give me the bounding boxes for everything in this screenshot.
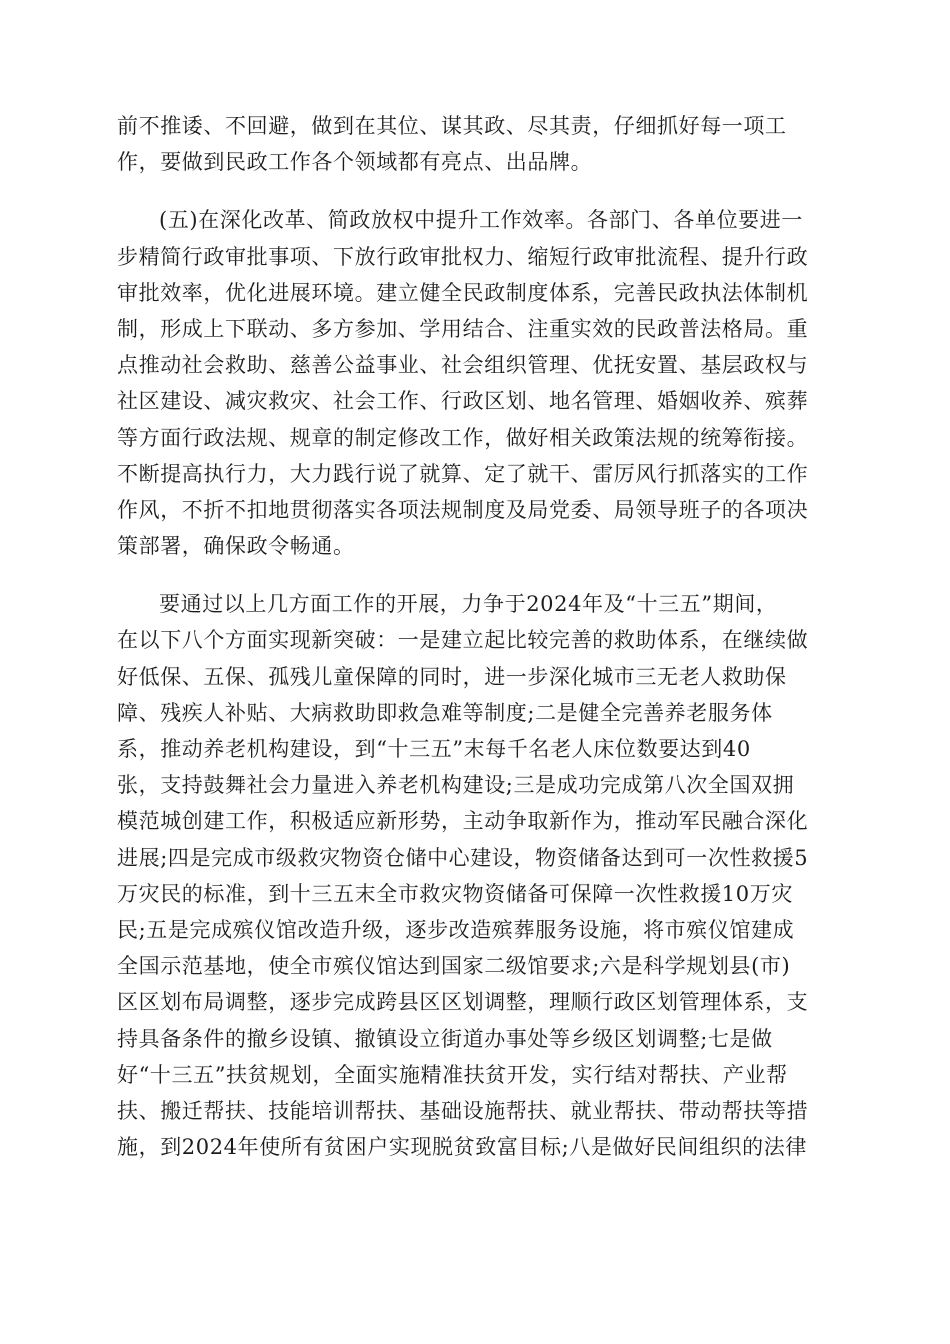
text-line: 张，支持鼓舞社会力量进入养老机构建设;三是成功完成第八次全国双拥 — [117, 773, 795, 798]
paragraph-1 — [117, 108, 837, 180]
text-line: 前不推诿、不回避，做到在其位、谋其政、尽其责，仔细抓好每一项工 — [117, 114, 787, 138]
text-line: (五)在深化改革、简政放权中提升工作效率。各部门、各单位要进一 — [159, 208, 803, 233]
text-line: 民;五是完成殡仪馆改造升级，逐步改造殡葬服务设施，将市殡仪馆建成 — [117, 917, 795, 942]
text-line: 区区划布局调整，逐步完成跨县区区划调整，理顺行政区划管理体系，支 — [117, 990, 809, 1015]
text-line: 持具备条件的撤乡设镇、撤镇设立街道办事处等乡级区划调整;七是做 — [117, 1026, 773, 1051]
text-line: 好“十三五”扶贫规划，全面实施精准扶贫开发，实行结对帮扶、产业帮 — [117, 1062, 788, 1087]
text-line: 进展;四是完成市级救灾物资仓储中心建设，物资储备达到可一次性救援5 — [117, 845, 809, 870]
text-line: 扶、搬迁帮扶、技能培训帮扶、基础设施帮扶、就业帮扶、带动帮扶等措 — [117, 1098, 809, 1123]
text-line: 模范城创建工作，积极适应新形势，主动争取新作为，推动军民融合深化 — [117, 809, 809, 834]
text-line: 全国示范基地，使全市殡仪馆达到国家二级馆要求;六是科学规划县(市) — [117, 954, 791, 979]
text-line: 审批效率，优化进展环境。建立健全民政制度体系，完善民政执法体制机 — [117, 280, 809, 305]
text-line: 等方面行政法规、规章的制定修改工作，做好相关政策法规的统筹衔接。 — [117, 425, 809, 450]
text-line: 好低保、五保、孤残儿童保障的同时，进一步深化城市三无老人救助保 — [117, 664, 787, 689]
text-line: 系，推动养老机构建设，到“十三五”末每千名老人床位数要达到40 — [117, 737, 751, 761]
text-line: 社区建设、减灾救灾、社会工作、行政区划、地名管理、婚姻收养、殡葬 — [117, 389, 809, 414]
text-line: 在以下八个方面实现新突破：一是建立起比较完善的救助体系，在继续做 — [117, 628, 809, 653]
paragraph-3 — [117, 586, 837, 1165]
text-line: 不断提高执行力，大力践行说了就算、定了就干、雷厉风行抓落实的工作 — [117, 461, 809, 486]
text-line: 作风，不折不扣地贯彻落实各项法规制度及局党委、局领导班子的各项决 — [117, 497, 809, 522]
text-line: 万灾民的标准，到十三五末全市救灾物资储备可保障一次性救援10万灾 — [117, 881, 793, 906]
text-line: 要通过以上几方面工作的开展，力争于2024年及“十三五”期间， — [159, 592, 778, 617]
text-line: 作，要做到民政工作各个领域都有亮点、出品牌。 — [117, 150, 593, 175]
text-line: 步精简行政审批事项、下放行政审批权力、缩短行政审批流程、提升行政 — [117, 244, 809, 269]
document-body — [117, 108, 837, 1165]
text-line: 障、残疾人补贴、大病救助即救急难等制度;二是健全完善养老服务体 — [117, 700, 773, 725]
text-line: 制，形成上下联动、多方参加、学用结合、注重实效的民政普法格局。重 — [117, 316, 809, 341]
text-line: 点推动社会救助、慈善公益事业、社会组织管理、优抚安置、基层政权与 — [117, 353, 809, 378]
text-line: 策部署，确保政令畅通。 — [117, 534, 355, 559]
paragraph-2 — [117, 202, 837, 564]
text-line: 施，到2024年使所有贫困户实现脱贫致富目标;八是做好民间组织的法律 — [117, 1135, 807, 1160]
